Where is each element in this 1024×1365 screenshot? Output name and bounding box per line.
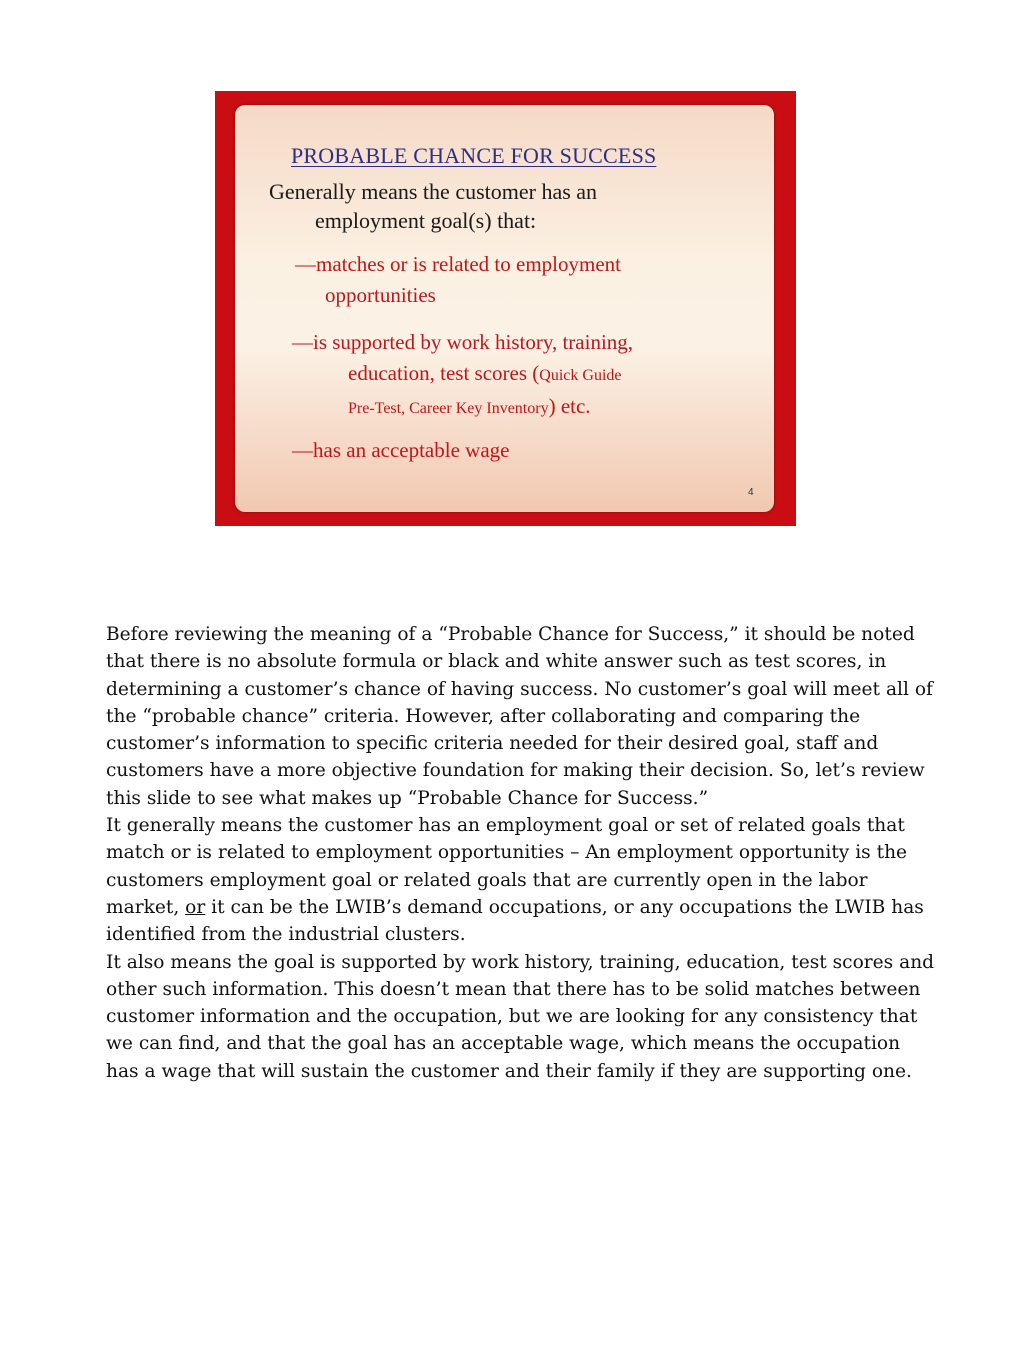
notes-paragraph-2-end: it can be the LWIB’s demand occupations, or any occupations the LWIB has identified from the industrial clusters. xyxy=(106,896,924,946)
slide-bullet-3: —has an acceptable wage xyxy=(292,438,510,462)
slide-bullet-2-line-3-main: ) etc. xyxy=(548,394,591,418)
notes-body xyxy=(106,621,936,1085)
slide-bullet-2-line-2-main: education, test scores ( xyxy=(348,361,540,385)
slide-bullet-2-line-3 xyxy=(292,391,633,424)
slide-intro-line-1: Generally means the customer has an xyxy=(269,179,598,204)
slide-title: PROBABLE CHANCE FOR SUCCESS xyxy=(291,143,657,168)
slide-bullet-2-line-2 xyxy=(292,358,633,391)
slide-bullet-2-line-3-small: Pre-Test, Career Key Inventory xyxy=(348,400,549,417)
slide-panel xyxy=(235,105,774,512)
slide-intro xyxy=(269,177,597,235)
slide-bullet-2-line-1: —is supported by work history, training, xyxy=(292,330,634,354)
slide-bullet-2-line-2-small: Quick Guide xyxy=(539,367,622,384)
slide-bullet-1-line-1: —matches or is related to employment xyxy=(295,252,621,276)
notes-paragraph-1: Before reviewing the meaning of a “Probable Chance for Success,” it should be noted that there is no absolute formula or black and white answer such as test scores, in determining a customer’s chance of having success. No customer’s goal will meet all of the “probable chance” criteria. However, after collaborating and comparing the customer’s information to specific criteria needed for their desired goal, staff and customers have a more objective foundation for making their decision. So, let’s review this slide to see what makes up “Probable Chance for Success.” xyxy=(106,624,933,809)
slide-bullet-1-line-2: opportunities xyxy=(325,283,436,307)
slide-intro-line-2: employment goal(s) that: xyxy=(315,208,537,233)
slide-bullet-2 xyxy=(292,327,633,424)
slide-image xyxy=(215,91,796,526)
notes-underlined-or: or xyxy=(185,896,206,918)
notes-paragraph-2 xyxy=(106,812,936,948)
notes-paragraph-2-start: It generally means the customer has an employment goal or set of related goals that match or is related to employment opportunities – An employment opportunity is the customers employment goal or related goals that are currently open in the labor market, xyxy=(106,815,908,918)
slide-bullet-1 xyxy=(295,249,621,311)
slide-number: 4 xyxy=(748,487,754,498)
notes-paragraph-3: It also means the goal is supported by work history, training, education, test scores and other such information. This doesn’t mean that there has to be solid matches between customer information and the occupation, but we are looking for any consistency that we can find, and that the goal has an acceptable wage, which means the occupation has a wage that will sustain the customer and their family if they are supporting one. xyxy=(106,951,935,1082)
